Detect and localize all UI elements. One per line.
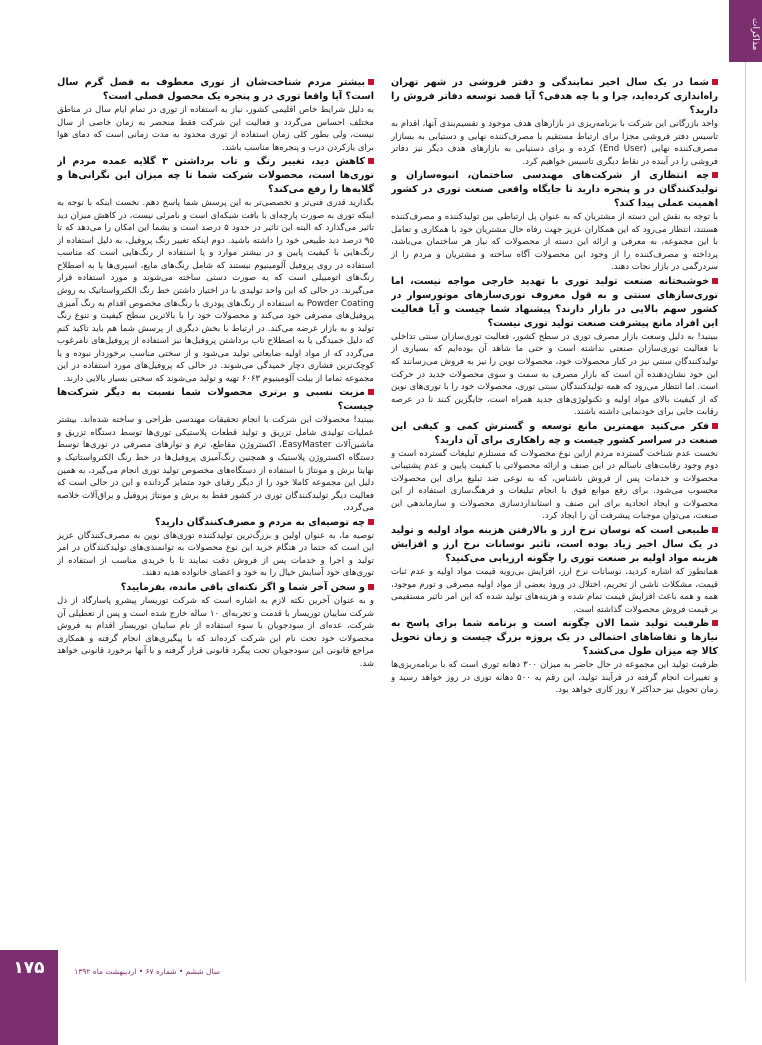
question-text: چه انتظاری از شرکت‌های مهندسی ساختمان، انبوه‌سازان و تولیدکنندگان در و پنجره دارید تا جایگاه واقعی صنعت توری در کشور اهمیت عملی پیدا کند؟ xyxy=(391,170,718,210)
question xyxy=(391,524,718,566)
sidebar-divider xyxy=(745,62,746,982)
answer: واحد بازرگانی این شرکت با برنامه‌ریزی در بازارهای هدف موجود و تقسیم‌بندی آنها، اقدام به تاسیس دفتر فروشی مجزا برای ارتباط مستقیم با مصرف‌کننده نهایی و دستیابی به بسازار مصرف‌کننده نهایی (End User) کرده و برای دستیابی به بازارهای هدف دیگر نیز دفاتر فروشی را در آینده در نقاط دیگری تاسیس خواهیم کرد. xyxy=(391,119,718,167)
answer: بگذارید قدری فنی‌تر و تخصصی‌تر به این پرسش شما پاسخ دهم. نخست اینکه با توجه به اینکه توری به صورت پارچه‌ای با بافت شبکه‌ای است و نامرئی نیست، در کاهش میزان دید تاثیر می‌گذارد که البته این تاثیر در حدود ۵ درصد است و بشما این امکان را می‌دهد که تا ۹۵ درصد دید طبیعی خود را داشته باشید. دوم اینکه تغییر رنگ پروفیل، به دلیل استفاده از رنگ‌هایی با کیفیت پایین و در بیشتر موارد و یا استفاده از رنگ‌هایی است که مناسب استفاده در روی پروفیل آلومینیوم نیستند که شامل رنگ‌های مایع، اسپری‌ها یا به اصطلاح رنگ‌های اتومبیلی است که به صورت دستی ساخته می‌شوند و مورد استفاده قرار می‌گیرند. در حالی که این واحد تولیدی با در اختیار داشتن خط رنگ الکترواستاتیک به روش Powder Coating به استفاده از رنگ‌های پودری با رنگ‌های مخصوص اقدام به رنگ آمیزی پروفیل‌های مصرفی خود می‌کند و محصولات خود را با بالاترین سطح کیفیت و تنوع رنگ تولید و به بازار عرضه می‌کند. در ارتباط با بخش دیگری از پرسش شما هم باید تاکید کنم که دلیل خمیدگی یا به اصطلاح تاب برداشتن پروفیل‌ها نیز استفاده از پروفیل‌های نامرغوب می‌گردد که از مواد اولیه ضایعاتی تولید می‌شود و از سختی مناسب برخوردار نبوده و یا کوچک‌ترین فشاری دچار خمیدگی می‌شوند. در حالی که پروفیل‌های مورد استفاده در این مجموعه تماما از بیلت آلومینیوم ۶۰۶۳ تهیه و تولید می‌شوند که سختی بسیار بالایی دارند. xyxy=(57,198,374,384)
bullet-icon xyxy=(368,389,374,395)
question xyxy=(391,275,718,331)
question xyxy=(57,155,374,197)
section-tab xyxy=(729,0,762,62)
answer: ببینید! به دلیل وسعت بازار مصرف توری در سطح کشور، فعالیت توری‌سازان سنتی تداخلی با فعالیت توری‌سازان صنعتی نداشته است و حتی ما شاهد آن بوده‌ایم که بسیاری از تولیدکنندگان سنتی نیز در کنار محصولات خود، محصولات نوین را نیز به فروش می‌رسانند که این خود نشان‌دهنده آن است که بازار مصرف به سمت و سوی محصولات جدید در حرکت است. اما انتظار می‌رود که همه تولیدکنندگان سنتی توری، محصولات خود را با توری‌های نوین که از کیفیت بالای مواد اولیه و تکنولوژی‌های جدید همراه است، جایگزین کنند تا در عرصه رقابت جایی برای خودنمایی داشته باشند. xyxy=(391,331,718,418)
answer: و به عنوان آخرین نکته لازم به اشاره است که شرکت توریسار پیشرو پاسارگاد از دل شرکت سایبان توریسار با قدمت و تجربه‌ای ۱۰ ساله خارج شده است و پس از تعطیلی آن شرکت، عده‌ای از سودجویان با سوء استفاده از نام سایبان توریسار اقدام به فروش محصولات خود تحت نام این شرکت کرده‌اند که با پیگیری‌های انجام گرفته و همکاری مراجع قانونی این سودجویان تحت پیگرد قانونی قرار گرفته و با آنها برخورد قانونی خواهد شد. xyxy=(57,595,374,669)
question-text: فکر می‌کنید مهمترین مانع توسعه و گسترش کمی و کیفی این صنعت در سراسر کشور چیست و چه راهکاری برای آن دارید؟ xyxy=(391,420,718,446)
bullet-icon xyxy=(368,519,374,525)
question xyxy=(57,386,374,414)
bullet-icon xyxy=(368,158,374,164)
question-text: چه توصیه‌ای به مردم و مصرف‌کنندگان دارید؟ xyxy=(155,516,365,528)
left-column xyxy=(57,76,374,946)
section-label: مذاکرات xyxy=(750,18,760,51)
bullet-icon xyxy=(712,620,718,626)
question-text: و سخن آخر شما و اگر نکته‌ای باقی مانده، بفرمایید؟ xyxy=(120,581,365,593)
question-text: خوشبختانه صنعت تولید توری با تهدید خارجی مواجه نیست، اما توری‌سازهای سنتی و به قول معروف توری‌سازهای موتورسوار در کشور سهم بالایی در بازار دارند؟ پیشنهاد شما چیست و آیا فعالیت این افراد مانع پیشرفت صنعت تولید توری نیست؟ xyxy=(391,275,718,329)
question-text: طبیعی است که نوسان نرخ ارز و بالارفتن هزینه مواد اولیه و تولید در یک سال اخیر زیاد بوده است، تاثیر نوسانات نرخ ارز و افزایش هزینه مواد اولیه بر صنعت توری را چگونه ارزیابی می‌کنید؟ xyxy=(391,525,718,565)
answer: توصیه ما، به عنوان اولین و بزرگ‌ترین تولیدکننده توری‌های نوین به مصرف‌کنندگان عزیز این است که حتما در هنگام خرید این نوع محصولات به توانمندی‌های تولیدکنندگان در امر تولید و اجرا و خدمات پس از فروش دقت نمایند تا با خریدی مناسب از استفاده از توری‌های خود آسایش خیال را به خود و اعضای خانواده هدیه دهند. xyxy=(57,530,374,579)
answer: به دلیل شرایط خاص اقلیمی کشور، نیاز به استفاده از توری در تمام ایام سال در مناطق مختلف احساس می‌گردد و فعالیت این شرکت فقط منحصر به زمان خاصی از سال نیست، ولی بطور کلی زمان استفاده از توری محدود به مدت زمانی است که دمای هوا برای بازکردن درب و پنجره‌ها مناسب باشد. xyxy=(57,105,374,153)
bullet-icon xyxy=(712,172,718,178)
sidebar xyxy=(729,0,762,1045)
question-text: مزیت نسبی و برتری محصولات شما نسبت به دیگر شرکت‌ها چیست؟ xyxy=(57,387,374,413)
question-text: کاهش دید، تغییر رنگ و تاب برداشتن ۳ گلایه عمده مردم از توری‌ها است، محصولات شرکت شما تا چه میزان این نگرانی‌ها و گلایه‌ها را رفع می‌کند؟ xyxy=(57,156,374,196)
question xyxy=(391,169,718,211)
bullet-icon xyxy=(712,79,718,85)
question-text: ظرفیت تولید شما الان چگونه است و برنامه شما برای پاسخ به نیازها و تقاضاهای احتمالی در یک پروژه بزرگ چیست و زمان تحویل کالا چه میزان طول می‌کشد؟ xyxy=(391,618,718,658)
page-number: ۱۷۵ xyxy=(13,958,45,978)
bullet-icon xyxy=(368,79,374,85)
bullet-icon xyxy=(712,527,718,533)
answer: نخست عدم شناخت گسترده مردم ازاین نوع محصولات که مستلزم تبلیغات گسترده است و دوم وجود رقابت‌های ناسالم در این صنف و ارائه محصولاتی با کیفیت پایین و عدم پشتیبانی محصولات و خدمات پس از فروش ناشناس، که به نوعی ضد تبلیغ برای این محصولات محسوب می‌شود. برای رفع موانع فوق با انجام تبلیغات و فرهنگ‌سازی استفاده از این محصولات و ایجاد اتحادیه برای این صنف و استانداردسازی محصولات و سازماندهی این صنعت، می‌توان موجبات پیشرفت آن را ایجاد کرد. xyxy=(391,448,718,522)
answer: با توجه به نقش این دسته از مشتریان که به عنوان پل ارتباطی بین تولیدکننده و مصرف‌کننده هستند، انتظار می‌رود که این همکاران عزیز جهت رفاه حال مشتریان خود با همکاری و تعامل با این مجموعه، به معرفی و ارائه این دسته از محصولات که نیاز هر ساختمان می‌باشد، پرداخته و مصرف‌کننده را از وجود این محصولات آگاه ساخته و مشتریان و مردم را از سردرگمی در بازار نجات دهند. xyxy=(391,212,718,273)
question xyxy=(391,617,718,659)
bullet-icon xyxy=(712,278,718,284)
answer: همانطور که اشاره کردید، نوسانات نرخ ارز، افزایش بی‌رویه قیمت مواد اولیه و عدم ثبات قیمت، مشکلات ناشی از تحریم، اختلال در ورود بعضی از مواد اولیه مصرفی و تورم موجود، همه و همه باعث افزایش قیمت تمام شده و هزینه‌های تولید شده که این امر تاثیر مستقیمی بر قیمت فروش محصولات گذاشته است. xyxy=(391,567,718,615)
question xyxy=(57,516,374,530)
bullet-icon xyxy=(368,584,374,590)
question-text: شما در یک سال اخیر نمایندگی و دفتر فروشی در شهر تهران راه‌اندازی کرده‌اید، چرا و با چه هدفی؟ آیا قصد توسعه دفاتر فروش را دارید؟ xyxy=(391,77,718,116)
right-column xyxy=(391,76,718,946)
question xyxy=(57,76,374,104)
answer: ظرفیت تولید این مجموعه در حال حاضر به میزان ۳۰۰ دهانه توری است که با برنامه‌ریزی‌ها و تغییرات انجام گرفته در فرآیند تولید، این رقم به ۵۰۰ دهانه توری در روز خواهد رسید و زمان تحویل نیز حداکثر ۷ روز کاری خواهد بود. xyxy=(391,660,718,696)
question xyxy=(391,420,718,448)
issue-info: سال ششم • شماره ۶۷ • اردیبهشت ماه ۱۳۹۲ xyxy=(74,967,220,976)
question-text: بیشتر مردم شناخت‌شان از توری معطوف به فصل گرم سال است؟ آیا واقعا توری در و پنجره یک محصول فصلی است؟ xyxy=(57,77,374,102)
bullet-icon xyxy=(712,423,718,429)
question xyxy=(57,581,374,595)
question xyxy=(391,76,718,118)
answer: ببینید! محصولات این شرکت با انجام تحقیقات مهندسی طراحی و ساخته شده‌اند. بیشتر عملیات تولیدی شامل تزریق و تولید قطعات پلاستیکی توری‌ها توسط دستگاه تزریق و ماشین‌آلات EasyMaster، اکستروژن مقاطع، ترم و نوارهای مصرفی در توری‌ها توسط دستگاه اکستروژن پلاستیک و همچنین رنگ‌آمیزی پروفیل‌ها در خط رنگ الکترواستاتیک و نهایتا برش و مونتاژ با استفاده از دستگاه‌های مخصوص تولید توری انجام می‌گیرد، به همین دلیل این مجموعه کاملا خود را از دیگر رقبای خود متمایز گردانده و این در حالی است که فعالیت دیگر تولیدکنندگان توری در کشور فقط به برش و مونتاژ پروفیل و یراق‌آلات خلاصه می‌گردد. xyxy=(57,415,374,514)
